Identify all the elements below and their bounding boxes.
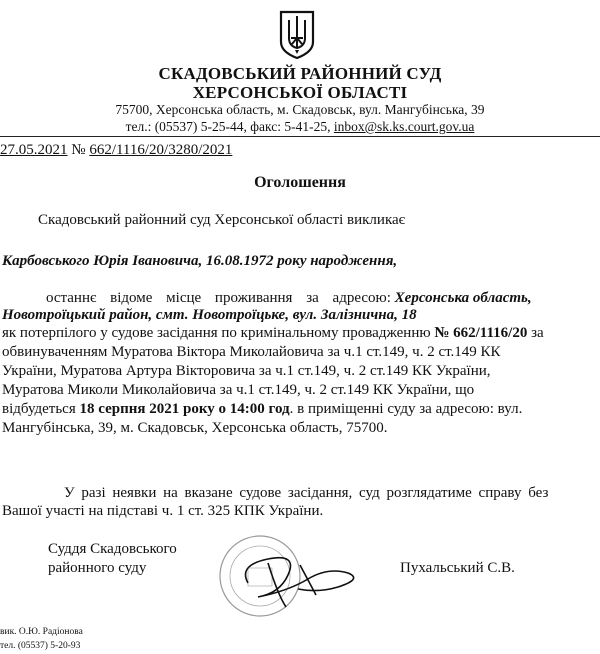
signature-title-line1: Суддя Скадовського [48, 541, 177, 557]
court-name-line1: СКАДОВСЬКИЙ РАЙОННИЙ СУД [158, 64, 442, 83]
reference-line [0, 142, 232, 159]
body-line-3 [2, 325, 544, 342]
line3-text: як потерпілого у судове засідання по кримінальному провадженню [2, 325, 431, 341]
reference-number: 662/1116/20/3280/2021 [89, 142, 233, 158]
address-line-2: Новотроїцький район, смт. Новотроїцьке, вул. Залізнична, 18 [2, 307, 417, 323]
case-number: № 662/1116/20 [434, 325, 528, 341]
body-line-5: України, Муратова Артура Вікторовича за ч.1 ст.149, ч. 2 ст.149 КК України, [2, 363, 491, 379]
page-title: Оголошення [254, 174, 346, 191]
address-line-1 [46, 290, 594, 307]
reference-number-sign: № [71, 142, 86, 158]
signature-title-line2: районного суду [48, 560, 147, 576]
intro-line: Скадовський районний суд Херсонської області викликає [38, 212, 406, 228]
court-contacts [0, 119, 600, 135]
hearing-datetime: 18 серпня 2021 року о 14:00 год [79, 401, 290, 417]
court-name-line2: ХЕРСОНСЬКОЇ ОБЛАСТІ [192, 83, 408, 102]
judge-name: Пухальський С.В. [400, 560, 515, 576]
handwritten-signature-icon [228, 535, 378, 615]
email-link[interactable]: inbox@sk.ks.court.gov.ua [333, 119, 475, 134]
line7-rest: . в приміщенні суду за адресою: вул. [289, 401, 523, 417]
warning-line-1: У разі неявки на вказане судове засідання, суд розглядатиме справу без [64, 485, 549, 501]
executor-name: вик. О.Ю. Радіонова [0, 627, 83, 637]
body-line-8: Мангубінська, 39, м. Скадовськ, Херсонська область, 75700. [2, 420, 388, 436]
contacts-text: тел.: (05537) 5-25-44, факс: 5-41-25, [125, 119, 334, 134]
reference-date: 27.05.2021 [0, 142, 68, 158]
body-line-6: Муратова Миколи Миколайовича за ч.1 ст.149, ч. 2 ст.149 КК України, що [2, 382, 475, 398]
warning-line-2: Вашої участі на підставі ч. 1 ст. 325 КПК України. [2, 503, 324, 519]
trident-emblem-icon [277, 8, 317, 60]
body-line-4: обвинуваченням Муратова Віктора Миколайовича за ч.1 ст.149, ч. 2 ст.149 КК [2, 344, 501, 360]
line3-end: за [531, 325, 544, 341]
line7-text: відбудеться [2, 401, 76, 417]
executor-phone: тел. (05537) 5-20-93 [0, 641, 81, 651]
header-divider [0, 136, 600, 137]
summoned-person: Карбовського Юрія Івановича, 16.08.1972 року народження, [2, 253, 398, 269]
body-line-7 [2, 401, 522, 418]
court-address: 75700, Херсонська область, м. Скадовськ, вул. Мангубінська, 39 [115, 102, 485, 117]
address-region: Херсонська область, [394, 290, 532, 306]
address-text: останнє відоме місце проживання за адресою: [46, 290, 391, 306]
